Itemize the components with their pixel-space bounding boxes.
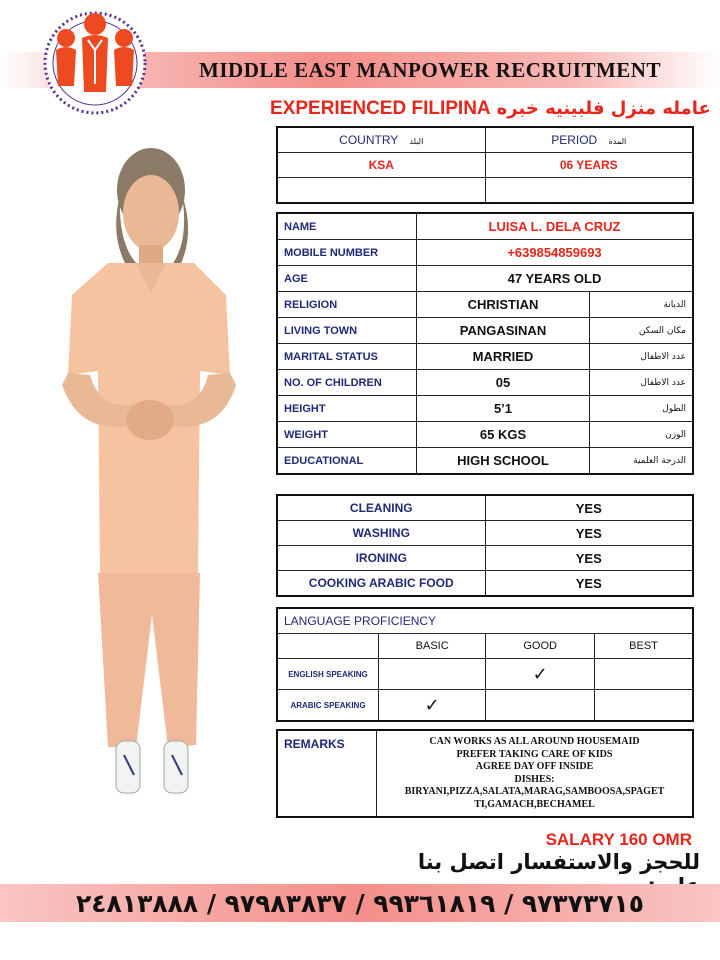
arabic-best-cell [595,690,693,722]
language-title: LANGUAGE PROFICIENCY [277,608,693,634]
remarks-line: PREFER TAKING CARE OF KIDS [456,748,613,760]
marital-label-ar: عدد الاطفال [590,344,694,370]
height-value: 5’1 [417,396,590,422]
period-header [485,127,693,153]
period-value: 06 YEARS [485,153,693,178]
position-headline [270,98,711,124]
empty-cell [485,178,693,204]
weight-label: WEIGHT [277,422,417,448]
phone-numbers: ٩٧٣٧٣٧١٥ / ٩٩٣٦١٨١٩ / ٩٧٩٨٣٨٣٧ / ٢٤٨١٣٨٨٨ [76,888,644,918]
remarks-line: DISHES: [514,773,555,785]
language-row-arabic [277,690,693,722]
remarks-content [377,730,694,817]
weight-value: 65 KGS [417,422,590,448]
country-value: KSA [277,153,485,178]
headline-en: EXPERIENCED FILIPINA [270,98,491,119]
skill-row [277,521,693,546]
english-label: ENGLISH SPEAKING [277,659,379,690]
arabic-label: ARABIC SPEAKING [277,690,379,722]
children-value: 05 [417,370,590,396]
headline-ar: عامله منزل فلبينيه خبره [496,98,711,119]
skill-row [277,546,693,571]
skill-value: YES [485,571,693,597]
profile-table [276,212,694,475]
marital-value: MARRIED [417,344,590,370]
age-label: AGE [277,266,417,292]
skill-label: WASHING [277,521,485,546]
level-best: BEST [595,634,693,659]
religion-label-ar: الديانة [590,292,694,318]
english-best-cell [595,659,693,690]
skill-label: COOKING ARABIC FOOD [277,571,485,597]
period-label: PERIOD [551,133,598,147]
profile-row-children [277,370,693,396]
marital-label: MARITAL STATUS [277,344,417,370]
education-value: HIGH SCHOOL [417,448,590,475]
religion-value: CHRISTIAN [417,292,590,318]
country-label: COUNTRY [339,133,399,147]
age-value: 47 YEARS OLD [417,266,694,292]
town-value: PANGASINAN [417,318,590,344]
profile-row-name [277,213,693,240]
arabic-good-cell [486,690,595,722]
empty-cell [277,634,379,659]
profile-row-marital [277,344,693,370]
remarks-table [276,729,694,818]
name-value: LUISA L. DELA CRUZ [417,213,694,240]
mobile-value: +639854859693 [417,240,694,266]
profile-row-education [277,448,693,475]
skill-row [277,495,693,521]
skill-value: YES [485,546,693,571]
children-label: NO. OF CHILDREN [277,370,417,396]
remarks-line: TI,GAMACH,BECHAMEL [474,798,595,810]
employment-history-table [276,126,694,204]
profile-row-height [277,396,693,422]
level-basic: BASIC [379,634,486,659]
education-label-ar: الدرجة العلمية [590,448,694,475]
english-basic-cell [379,659,486,690]
skill-value: YES [485,521,693,546]
period-label-ar: المدة [608,137,627,146]
profile-row-town [277,318,693,344]
remarks-label: REMARKS [277,730,377,817]
education-label: EDUCATIONAL [277,448,417,475]
town-label-ar: مكان السكن [590,318,694,344]
skills-table [276,494,694,597]
skill-label: CLEANING [277,495,485,521]
company-logo [28,6,162,116]
profile-row-age [277,266,693,292]
skill-label: IRONING [277,546,485,571]
children-label-ar: عدد الاطفال [590,370,694,396]
language-row-english [277,659,693,690]
religion-label: RELIGION [277,292,417,318]
language-table [276,607,694,722]
remarks-line: CAN WORKS AS ALL AROUND HOUSEMAID [429,736,640,747]
level-good: GOOD [486,634,595,659]
profile-row-religion [277,292,693,318]
height-label: HEIGHT [277,396,417,422]
contact-text-ar: للحجز والاستفسار اتصل بنا [417,850,700,874]
candidate-photo [40,135,265,810]
country-label-ar: البلد [409,137,424,146]
country-header [277,127,485,153]
empty-cell [277,178,485,204]
profile-row-mobile [277,240,693,266]
skill-row [277,571,693,597]
name-label: NAME [277,213,417,240]
town-label: LIVING TOWN [277,318,417,344]
remarks-line: AGREE DAY OFF INSIDE [475,761,594,772]
skill-value: YES [485,495,693,521]
profile-row-weight [277,422,693,448]
page-title: MIDDLE EAST MANPOWER RECRUITMENT [199,57,661,82]
salary-text: SALARY 160 OMR [545,830,692,849]
height-label-ar: الطول [590,396,694,422]
mobile-label: MOBILE NUMBER [277,240,417,266]
check-icon: ✓ [486,659,595,690]
remarks-line: BIRYANI,PIZZA,SALATA,MARAG,SAMBOOSA,SPAGET [404,786,665,797]
weight-label-ar: الوزن [590,422,694,448]
check-icon: ✓ [379,690,486,722]
